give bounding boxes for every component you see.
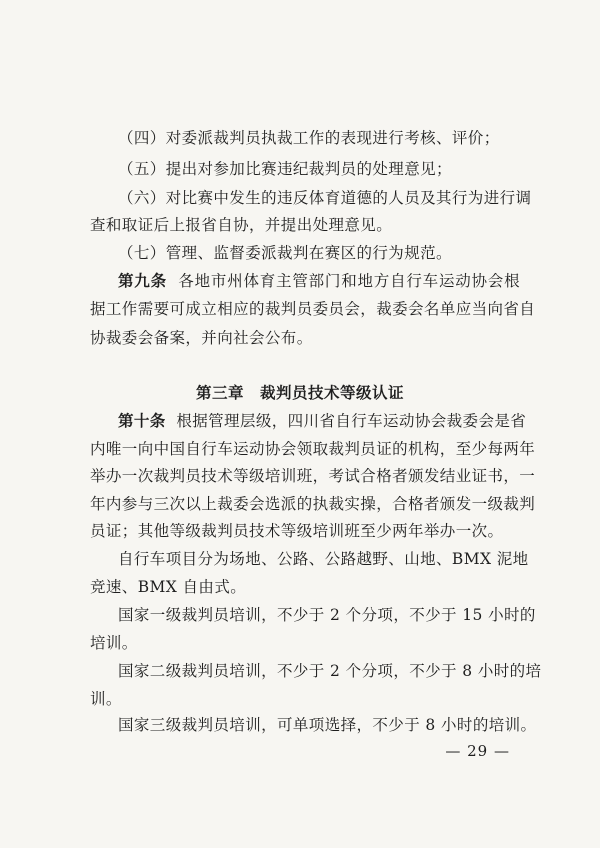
article-10-text: 根据管理层级，四川省自行车运动协会裁委会是省 (176, 412, 527, 430)
article-9-line-1 (118, 272, 520, 290)
article-10-line-3: 举办一次裁判员技术等级培训班，考试合格者颁发结业证书，一 (90, 467, 536, 485)
article-10-line-4: 年内参与三次以上裁委会选派的执裁实操，合格者颁发一级裁判 (90, 495, 536, 513)
chapter-heading (0, 381, 600, 403)
article-10-line-5: 员证；其他等级裁判员技术等级培训班至少两年举办一次。 (90, 522, 504, 540)
item-5: （五）提出对参加比赛违纪裁判员的处理意见； (118, 160, 452, 178)
national-1-line-1: 国家一级裁判员培训，不少于 2 个分项，不少于 15 小时的 (118, 606, 536, 624)
national-2-line-1: 国家二级裁判员培训，不少于 2 个分项，不少于 8 小时的培 (118, 662, 542, 680)
article-9-text: 各地市州体育主管部门和地方自行车运动协会根 (178, 272, 521, 290)
chapter-title: 裁判员技术等级认证 (260, 383, 405, 402)
national-2-line-2: 训。 (90, 690, 122, 708)
national-3-line-1: 国家三级裁判员培训，可单项选择，不少于 8 小时的培训。 (118, 716, 537, 734)
item-4: （四）对委派裁判员执裁工作的表现进行考核、评价； (118, 129, 500, 147)
item-6-line-2: 查和取证后上报省自协，并提出处理意见。 (90, 216, 393, 234)
chapter-number: 第三章 (195, 383, 244, 402)
events-line-1: 自行车项目分为场地、公路、公路越野、山地、BMX 泥地 (118, 550, 529, 568)
item-6-line-1: （六）对比赛中发生的违反体育道德的人员及其行为进行调 (118, 189, 532, 207)
page-number: — 29 — (445, 742, 510, 760)
article-10-line-2: 内唯一向中国自行车运动协会领取裁判员证的机构，至少每两年 (90, 440, 536, 458)
national-1-line-2: 培训。 (90, 634, 138, 652)
article-10-line-1 (118, 411, 527, 430)
events-line-2: 竞速、BMX 自由式。 (90, 578, 247, 596)
article-10-label: 第十条 (118, 411, 166, 430)
article-9-label: 第九条 (118, 271, 167, 290)
article-9-line-3: 协裁委会备案，并向社会公布。 (90, 329, 313, 347)
item-7: （七）管理、监督委派裁判在赛区的行为规范。 (118, 244, 452, 262)
article-9-line-2: 据工作需要可成立相应的裁判员委员会，裁委会名单应当向省自 (90, 300, 536, 318)
